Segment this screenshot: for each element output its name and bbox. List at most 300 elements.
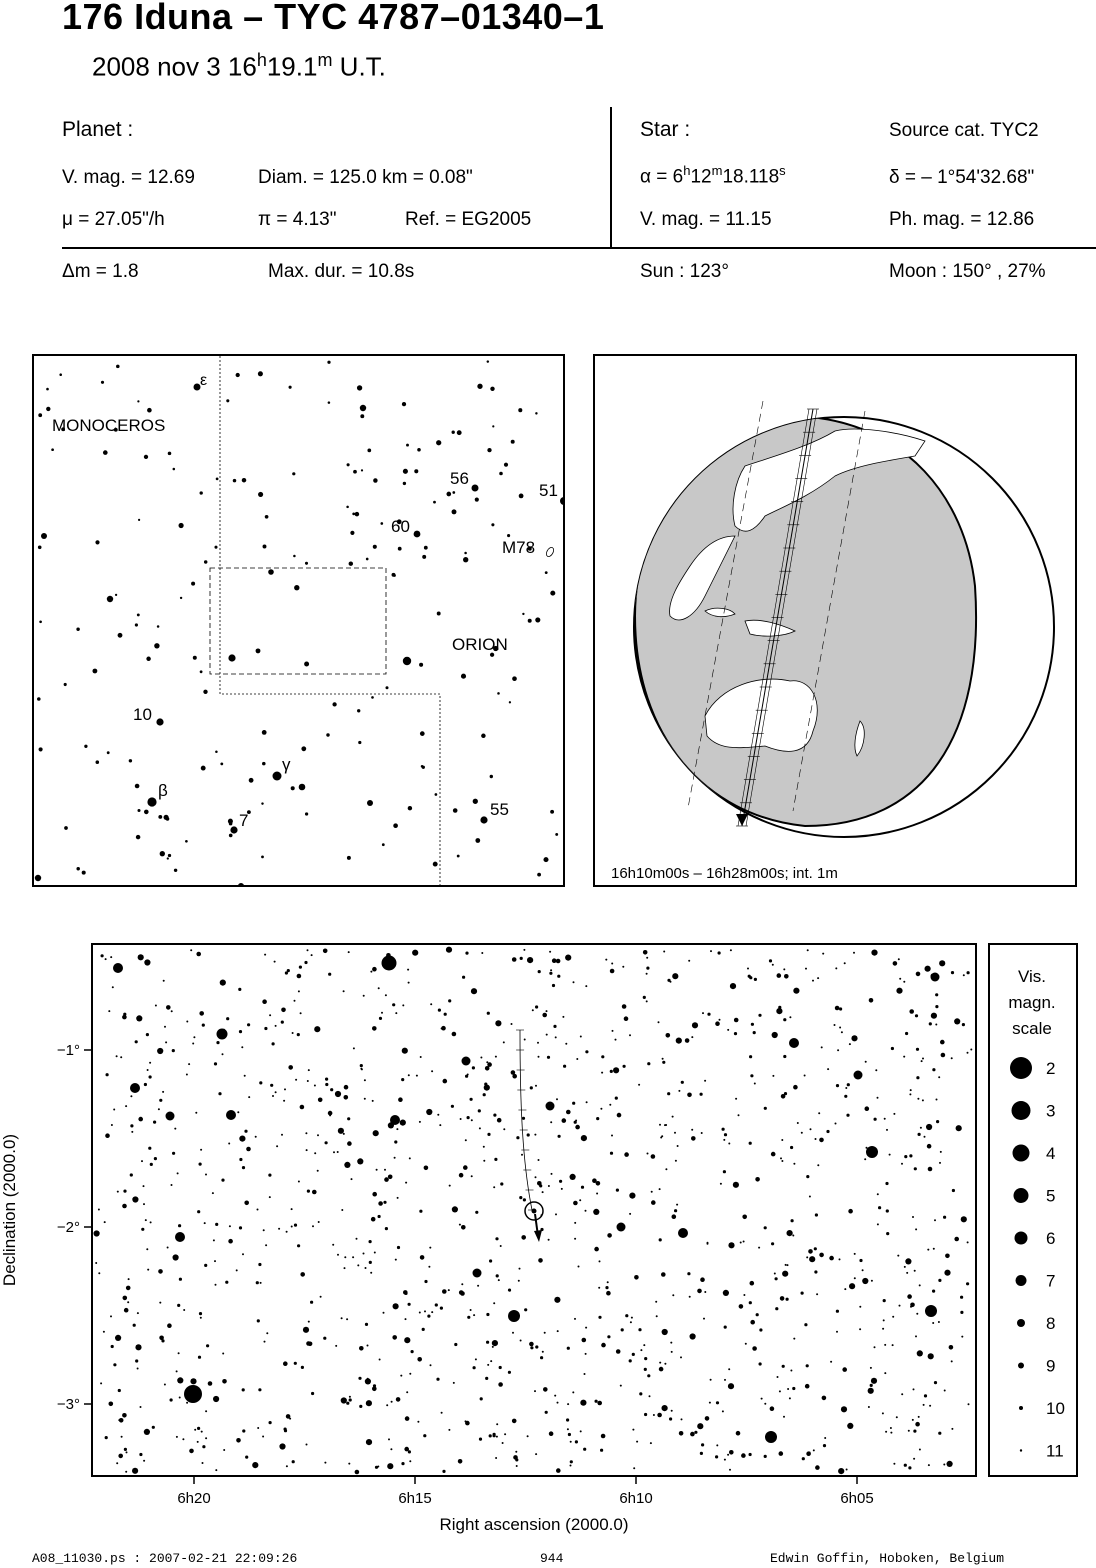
field-star	[118, 1419, 120, 1421]
field-star	[615, 1039, 617, 1041]
field-star	[839, 1027, 841, 1029]
field-star	[665, 1168, 667, 1170]
legend-magnitude-label: 3	[1046, 1101, 1056, 1121]
field-star	[200, 1317, 202, 1319]
field-star	[882, 1412, 884, 1414]
field-star	[320, 1296, 322, 1298]
field-star	[771, 1242, 774, 1245]
field-star	[483, 1160, 485, 1162]
field-star	[544, 1332, 546, 1334]
field-star	[508, 1371, 511, 1374]
finder-star	[433, 862, 438, 867]
finder-star	[138, 519, 140, 521]
field-star	[523, 1198, 526, 1201]
finder-star	[76, 628, 79, 631]
field-star	[940, 1040, 945, 1045]
field-star	[844, 962, 846, 964]
field-star	[846, 1469, 848, 1471]
field-star	[483, 1093, 486, 1096]
x-tick-1: 6h15	[398, 1490, 432, 1507]
finder-star	[403, 482, 406, 485]
field-star	[749, 1301, 752, 1304]
finder-star	[201, 766, 206, 771]
field-star	[338, 1128, 344, 1134]
field-star	[728, 1368, 730, 1370]
field-star	[780, 1296, 785, 1301]
field-star	[781, 1160, 783, 1162]
field-star	[915, 1228, 917, 1230]
field-star	[615, 1097, 618, 1100]
finder-star	[38, 545, 42, 549]
utc-label: U.T.	[332, 51, 386, 82]
field-star	[877, 1097, 879, 1099]
field-star	[575, 1440, 578, 1443]
field-star	[139, 1453, 142, 1456]
m78-nebula-icon	[545, 546, 555, 558]
finder-star	[475, 498, 479, 502]
field-star	[956, 1125, 962, 1131]
field-star	[968, 1403, 970, 1405]
footer-author: Edwin Goffin, Hoboken, Belgium	[770, 1551, 1005, 1566]
field-star	[236, 1438, 241, 1443]
field-star	[821, 1046, 823, 1048]
field-star	[905, 1258, 911, 1264]
field-star	[441, 1412, 443, 1414]
finder-star	[373, 545, 377, 549]
field-star	[365, 1267, 367, 1269]
field-star	[489, 1434, 492, 1437]
finder-star	[200, 491, 203, 494]
field-star	[923, 1404, 925, 1406]
field-star	[639, 1392, 642, 1395]
field-star	[687, 1272, 690, 1275]
field-star	[428, 1266, 430, 1268]
label-epsilon: ε	[200, 372, 208, 389]
field-star	[586, 1101, 588, 1103]
field-star	[366, 1400, 372, 1406]
field-star	[549, 951, 551, 953]
y-tick-2: −3°	[56, 1396, 80, 1413]
field-star	[723, 1290, 729, 1296]
field-star	[913, 1388, 915, 1390]
field-star	[836, 1084, 839, 1087]
field-star	[381, 1012, 383, 1014]
field-star	[659, 1367, 664, 1372]
field-star	[556, 959, 561, 964]
field-star	[576, 1058, 578, 1060]
legend-frame	[989, 944, 1077, 1476]
field-star	[123, 1013, 126, 1016]
field-star	[459, 1290, 464, 1295]
finder-star	[144, 810, 149, 815]
field-star	[643, 1344, 645, 1346]
field-star	[916, 1048, 919, 1051]
field-stars	[94, 947, 973, 1475]
field-star	[484, 1085, 490, 1091]
finder-star	[107, 751, 110, 754]
finder-star	[147, 797, 156, 806]
field-star	[779, 1390, 781, 1392]
field-star	[349, 1396, 351, 1398]
field-star	[375, 1466, 378, 1469]
field-star	[842, 1367, 847, 1372]
x-tick-3: 6h05	[840, 1490, 874, 1507]
field-star	[366, 1439, 372, 1445]
finder-star	[179, 523, 184, 528]
field-star	[133, 1324, 136, 1327]
field-star	[122, 1413, 127, 1418]
field-star	[218, 1092, 221, 1095]
field-star	[512, 1419, 517, 1424]
field-star	[700, 1452, 703, 1455]
field-star	[495, 1237, 498, 1240]
field-star	[360, 1068, 362, 1070]
field-star	[332, 1244, 334, 1246]
field-star	[311, 954, 313, 956]
field-star	[318, 1221, 320, 1223]
field-star	[938, 1076, 940, 1078]
x-tick-0: 6h20	[177, 1490, 211, 1507]
label-56: 56	[450, 469, 469, 488]
field-star	[314, 1026, 320, 1032]
field-star	[197, 1210, 200, 1213]
field-star	[662, 1329, 668, 1335]
field-star	[754, 1083, 756, 1085]
field-star	[554, 1297, 560, 1303]
field-star	[778, 1006, 781, 1009]
field-star	[556, 1098, 558, 1100]
field-star	[260, 1282, 262, 1284]
finder-star	[200, 670, 203, 673]
finder-star	[262, 762, 266, 766]
field-star	[490, 1360, 492, 1362]
field-star	[197, 1427, 200, 1430]
field-star	[285, 971, 288, 974]
field-star	[303, 1327, 309, 1333]
field-star	[226, 1017, 229, 1020]
field-star	[910, 1089, 912, 1091]
field-star	[931, 1013, 937, 1019]
field-star	[397, 1246, 400, 1249]
field-star	[753, 1031, 756, 1034]
field-star	[409, 1157, 411, 1159]
field-star	[306, 1341, 311, 1346]
field-star	[515, 1451, 517, 1453]
field-star	[594, 1247, 599, 1252]
field-star	[440, 1307, 443, 1310]
field-star	[98, 1209, 100, 1211]
field-star	[465, 1075, 468, 1078]
field-star	[400, 1375, 402, 1377]
field-star	[465, 1139, 467, 1141]
field-star	[459, 1173, 464, 1178]
field-star	[190, 1378, 196, 1384]
finder-star	[433, 501, 436, 504]
field-star	[437, 1114, 439, 1116]
field-star	[215, 1469, 217, 1471]
field-star	[750, 1320, 755, 1325]
field-star	[493, 1302, 495, 1304]
field-star	[318, 1098, 323, 1103]
label-monoceros: MONOCEROS	[52, 416, 166, 435]
field-star	[291, 1208, 293, 1210]
field-star	[932, 1068, 935, 1071]
field-star	[638, 1328, 641, 1331]
field-star	[298, 990, 300, 992]
field-star	[475, 1211, 478, 1214]
field-star	[471, 1175, 473, 1177]
finder-star	[262, 730, 267, 735]
field-star	[596, 1117, 599, 1120]
label-55: 55	[490, 800, 509, 819]
field-star	[609, 1104, 611, 1106]
field-star	[651, 1200, 656, 1205]
legend-magnitude-label: 11	[1046, 1441, 1064, 1461]
field-star	[929, 1405, 931, 1407]
field-star	[905, 1032, 908, 1035]
field-star	[148, 1147, 151, 1150]
field-star	[690, 1333, 696, 1339]
field-star	[358, 1377, 361, 1380]
field-star	[158, 1269, 163, 1274]
field-star	[886, 1129, 888, 1131]
finder-star	[550, 810, 554, 814]
field-star	[691, 1129, 693, 1131]
field-star	[416, 1075, 418, 1077]
field-star	[646, 1000, 648, 1002]
field-star	[177, 1304, 180, 1307]
field-star	[901, 1163, 903, 1165]
field-star	[522, 1117, 525, 1120]
field-star	[527, 1435, 529, 1437]
field-star	[403, 1290, 408, 1295]
field-star	[629, 1193, 635, 1199]
finder-star	[490, 775, 493, 778]
finder-star	[236, 373, 240, 377]
field-star	[317, 1134, 319, 1136]
field-star	[141, 1228, 144, 1231]
field-star	[782, 1271, 788, 1277]
target-star	[532, 1209, 537, 1214]
field-star	[141, 1160, 143, 1162]
field-star	[486, 1061, 488, 1063]
field-star	[477, 1285, 479, 1287]
field-star	[540, 1356, 543, 1359]
field-star	[909, 1009, 914, 1014]
field-star	[966, 1282, 969, 1285]
finder-star	[82, 871, 86, 875]
finder-star	[265, 515, 269, 519]
field-star	[769, 959, 772, 962]
field-star	[244, 1201, 249, 1206]
field-star	[928, 1167, 933, 1172]
label-gamma: γ	[282, 755, 291, 774]
field-star	[575, 1120, 577, 1122]
field-star	[600, 1449, 603, 1452]
field-star	[257, 1319, 260, 1322]
field-star	[624, 1152, 629, 1157]
field-star	[580, 1430, 582, 1432]
field-star	[722, 1410, 724, 1412]
field-star	[270, 1084, 273, 1087]
field-star	[611, 963, 613, 965]
field-star	[429, 1247, 431, 1249]
field-star	[681, 1418, 683, 1420]
field-star	[868, 1406, 870, 1408]
legend-title-line3: scale	[1012, 1019, 1052, 1038]
field-star	[550, 1121, 552, 1123]
field-star	[396, 1397, 401, 1402]
field-star	[266, 1332, 268, 1334]
finder-star	[509, 701, 511, 703]
field-star	[281, 1008, 286, 1013]
field-star	[779, 1451, 784, 1456]
field-star	[912, 1419, 914, 1421]
field-star	[215, 1284, 217, 1286]
finder-star	[347, 463, 350, 466]
field-star	[578, 1266, 580, 1268]
finder-star	[328, 401, 331, 404]
field-star	[661, 1135, 663, 1137]
field-star	[465, 952, 468, 955]
field-star	[557, 975, 560, 978]
finder-star	[535, 412, 537, 414]
finder-star	[118, 633, 123, 638]
field-star	[610, 969, 615, 974]
field-star	[607, 1335, 610, 1338]
field-star	[130, 1173, 133, 1176]
field-star	[325, 1141, 328, 1144]
field-star	[131, 1131, 133, 1133]
field-star	[702, 1012, 704, 1014]
field-star	[916, 972, 921, 977]
finder-star	[452, 491, 455, 494]
field-star	[772, 1075, 774, 1077]
field-star	[670, 981, 672, 983]
field-star	[944, 1270, 950, 1276]
field-star	[822, 953, 824, 955]
field-star	[651, 1154, 656, 1159]
field-star	[632, 1353, 635, 1356]
finder-stars	[35, 360, 563, 885]
field-star	[751, 1023, 754, 1026]
field-star	[616, 1349, 621, 1354]
field-star	[660, 1137, 662, 1139]
field-star	[961, 1336, 963, 1338]
field-star	[715, 1455, 718, 1458]
field-star	[225, 1281, 228, 1284]
field-star	[442, 1470, 445, 1473]
hour-unit: h	[256, 50, 267, 70]
field-star	[101, 954, 104, 957]
field-star	[667, 979, 670, 982]
field-star	[611, 1135, 613, 1137]
legend-magnitude-label: 10	[1046, 1399, 1065, 1418]
field-star	[115, 1335, 121, 1341]
field-star	[815, 1138, 817, 1140]
field-star	[596, 1181, 601, 1186]
field-star	[173, 1254, 179, 1260]
field-star	[859, 1259, 862, 1262]
field-star	[436, 1378, 439, 1381]
field-star	[105, 958, 107, 960]
finder-star	[293, 555, 296, 558]
finder-star	[41, 533, 47, 539]
field-star	[111, 1124, 113, 1126]
field-star	[909, 1154, 912, 1157]
globe-map	[595, 356, 1075, 885]
field-star	[239, 1158, 242, 1161]
field-star	[802, 1457, 805, 1460]
field-star	[931, 973, 940, 982]
finder-star	[393, 823, 398, 828]
field-star	[629, 1034, 631, 1036]
field-star	[136, 1015, 142, 1021]
page-title: 176 Iduna – TYC 4787–01340–1	[62, 0, 605, 37]
field-star	[892, 1316, 894, 1318]
field-star	[678, 1090, 680, 1092]
finder-star	[84, 745, 87, 748]
field-star	[166, 1112, 175, 1121]
field-star	[814, 1270, 817, 1273]
field-star	[580, 1400, 586, 1406]
field-star	[516, 1136, 519, 1139]
field-star	[179, 1278, 182, 1281]
field-star	[193, 1036, 195, 1038]
field-star	[539, 1184, 542, 1187]
field-star	[252, 1462, 258, 1468]
field-star	[758, 1247, 760, 1249]
finder-star	[355, 512, 360, 517]
field-star	[484, 1083, 487, 1086]
field-star	[402, 1048, 408, 1054]
moon-info: Moon : 150° , 27%	[889, 261, 1046, 282]
field-star	[297, 1033, 300, 1036]
field-star	[367, 1345, 369, 1347]
finder-star	[258, 492, 263, 497]
field-star	[359, 1405, 362, 1408]
field-star	[247, 1023, 250, 1026]
field-star	[580, 1036, 582, 1038]
finder-star	[519, 494, 524, 499]
legend-dot	[1019, 1406, 1023, 1410]
field-star	[890, 1432, 892, 1434]
field-star	[135, 1344, 141, 1350]
field-star	[424, 1166, 429, 1171]
finder-star	[101, 381, 104, 384]
field-star	[882, 1328, 884, 1330]
finder-star	[461, 674, 466, 679]
field-star	[647, 1374, 650, 1377]
field-star	[408, 982, 410, 984]
field-star	[159, 1336, 164, 1341]
field-star	[837, 1049, 839, 1051]
field-star	[372, 1026, 377, 1031]
field-star	[503, 1041, 505, 1043]
field-star	[892, 1344, 894, 1346]
finder-star	[367, 800, 373, 806]
field-star	[781, 1139, 783, 1141]
field-star	[487, 1364, 489, 1366]
field-star	[904, 1266, 906, 1268]
field-star	[452, 1206, 458, 1212]
field-star	[934, 1219, 936, 1221]
field-star	[806, 1175, 809, 1178]
field-star	[317, 1170, 319, 1172]
finder-star	[39, 747, 43, 751]
field-star	[650, 1442, 652, 1444]
field-star	[467, 1316, 470, 1319]
